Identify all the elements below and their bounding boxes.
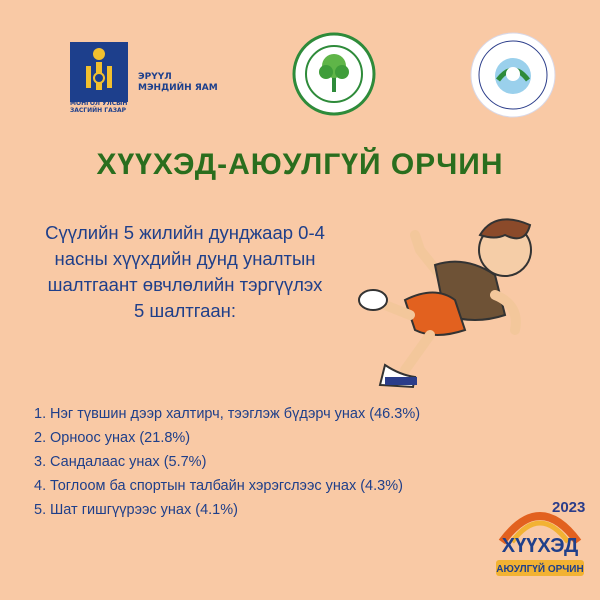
ncph-circle-icon	[468, 30, 558, 120]
list-text: Орноос унах (21.8%)	[50, 430, 191, 446]
soyombo-emblem-icon	[70, 42, 128, 102]
tree-seal-icon	[292, 32, 376, 116]
causes-list	[34, 402, 554, 522]
badge-word: ХҮҮХЭД	[501, 535, 579, 557]
list-number: 5.	[34, 502, 47, 518]
intro-text	[30, 220, 340, 324]
list-text: Тоглоом ба спортын талбайн хэрэгслээс унах (4.3%)	[50, 478, 403, 494]
list-item	[34, 426, 554, 450]
intro-line: 5 шалтгаан:	[133, 300, 237, 321]
government-name: МОНГОЛ УЛСЫН ЗАСГИЙН ГАЗАР	[70, 100, 128, 114]
list-item	[34, 450, 554, 474]
list-number: 2.	[34, 430, 47, 446]
list-item	[34, 498, 554, 522]
list-item	[34, 474, 554, 498]
intro-line: шалтгаант өвчлөлийн тэргүүлэх	[47, 274, 323, 295]
page-title: ХҮҮХЭД-АЮУЛГҮЙ ОРЧИН	[96, 148, 504, 181]
list-item	[34, 402, 554, 426]
campaign-badge	[490, 494, 590, 580]
intro-line: насны хүүхдийн дунд уналтын	[54, 248, 316, 269]
list-text: Нэг түвшин дээр халтирч, тээглэж бүдэрч унах (46.3%)	[50, 406, 421, 422]
badge-subtitle: АЮУЛГҮЙ ОРЧИН	[496, 564, 584, 575]
falling-boy-illustration	[345, 205, 545, 395]
list-text: Сандалаас унах (5.7%)	[50, 454, 207, 470]
list-text: Шат гишгүүрээс унах (4.1%)	[50, 502, 238, 518]
ministry-name: ЭРҮҮЛ МЭНДИЙН ЯАМ	[138, 72, 218, 93]
list-number: 3.	[34, 454, 47, 470]
list-number: 4.	[34, 478, 47, 494]
intro-line: Сүүлийн 5 жилийн дунджаар 0-4	[45, 222, 325, 243]
badge-year: 2023	[552, 499, 586, 516]
list-number: 1.	[34, 406, 47, 422]
government-logo	[70, 42, 220, 112]
